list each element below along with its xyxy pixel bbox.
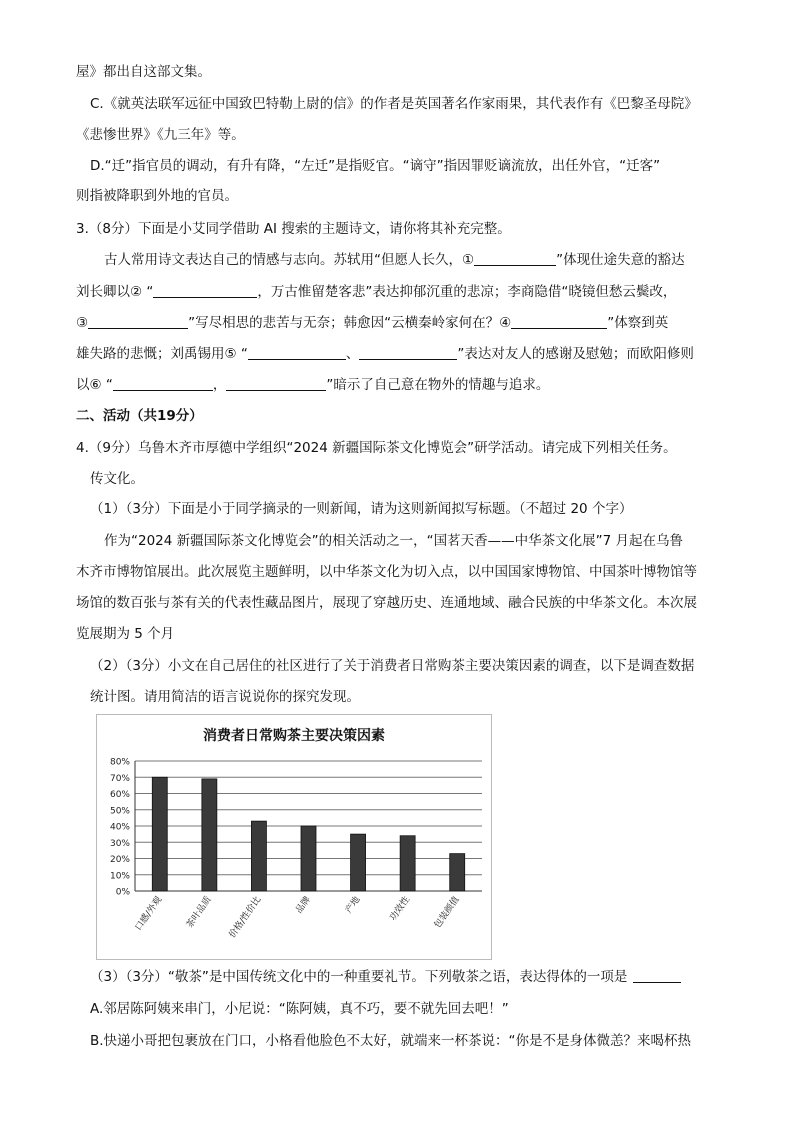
text-line: 屋》都出自这部文集。 [76, 64, 211, 80]
question-4: 4.（9分）乌鲁木齐市厚德中学组织“2024 新疆国际茶文化博览会”研学活动。请完成下列相关任务。 [76, 440, 677, 456]
text-segment: ”写尽相思的悲苦与无奈；韩愈因“云横秦岭家何在？④ [188, 315, 512, 331]
text-segment: 雄失路的悲慨；刘禹锡用⑤ “ [76, 346, 248, 362]
answer-blank-choice[interactable] [633, 968, 681, 983]
answer-blank-1[interactable] [474, 251, 556, 266]
answer-blank-3[interactable] [88, 314, 188, 329]
option-a: A.邻居陈阿姨来串门，小尼说：“陈阿姨，真不巧，要不就先回去吧！” [90, 1001, 509, 1017]
y-tick-label: 0% [115, 887, 130, 898]
text-segment: ， [212, 377, 227, 393]
text-segment: ”表达对友人的感谢及慰勉；而欧阳修则 [457, 346, 694, 362]
x-tick-label: 包装颜值 [432, 894, 462, 931]
answer-blank-4[interactable] [511, 314, 607, 329]
text-segment: ，万古惟留楚客悲”表达抑郁沉重的悲凉；李商隐借“晓镜但愁云鬓改， [257, 284, 677, 300]
option-d-line2: 则指被降职到外地的官员。 [76, 188, 238, 204]
bar [202, 779, 217, 891]
poem-paragraph-line2 [76, 282, 676, 302]
bar [351, 834, 366, 891]
text-segment: ”体察到英 [607, 315, 669, 331]
option-b: B.快递小哥把包裹放在门口，小格看他脸色不太好，就端来一杯茶说：“你是不是身体微恙？来喝杯热 [90, 1033, 692, 1049]
bar [301, 826, 316, 891]
y-tick-label: 20% [109, 855, 130, 865]
text-segment: 、 [345, 346, 360, 362]
poem-paragraph-line1 [104, 250, 685, 270]
x-tick-label: 产地 [344, 894, 363, 916]
answer-blank-6a[interactable] [113, 376, 213, 391]
poem-paragraph-line4 [76, 344, 694, 364]
news-line1: 作为“2024 新疆国际茶文化博览会”的相关活动之一，“国茗天香——中华茶文化展”7 月起在乌鲁 [104, 533, 684, 549]
news-line3: 场馆的数百张与茶有关的代表性藏品图片，展现了穿越历史、连通地域、融合民族的中华茶文化。本次展 [76, 595, 697, 611]
text-segment: ”暗示了自己意在物外的情趣与追求。 [326, 377, 550, 393]
y-tick-label: 60% [109, 790, 130, 800]
y-tick-label: 40% [109, 822, 130, 833]
poem-paragraph-line3 [76, 313, 668, 333]
y-tick-label: 70% [109, 773, 130, 784]
answer-blank-5a[interactable] [248, 345, 346, 360]
question-4-1: （1）（3分）下面是小于同学摘录的一则新闻，请为这则新闻拟写标题。（不超过 20 个字） [90, 501, 633, 517]
y-tick-label: 80% [109, 757, 130, 768]
x-tick-label: 功效性 [388, 894, 413, 923]
x-tick-label: 价格/性价比 [227, 894, 264, 941]
news-line4: 览展期为 5 个月 [76, 626, 175, 642]
question-3: 3.（8分）下面是小艾同学借助 AI 搜索的主题诗文，请你将其补充完整。 [76, 221, 511, 237]
text-segment: ③ [76, 315, 89, 331]
survey-chart [96, 714, 492, 960]
chart-title: 消费者日常购茶主要决策因素 [203, 728, 385, 744]
text-segment: 刘长卿以② “ [76, 284, 154, 300]
x-tick-label: 口感/外观 [133, 894, 165, 933]
question-4-2-line2: 统计图。请用简洁的语言说说你的探究发现。 [90, 689, 360, 705]
news-line2: 木齐市博物馆展出。此次展览主题鲜明，以中华茶文化为切入点，以中国国家博物馆、中国茶叶博物馆等 [76, 564, 697, 580]
text-segment: 以⑥ “ [76, 377, 113, 393]
section-heading: 二、活动（共19分） [76, 408, 203, 424]
bar [400, 836, 415, 891]
option-d-line1: D.“迁”指官员的调动，有升有降，“左迁”是指贬官。“谪守”指因罪贬谪流放，出任外官，“迁客” [90, 158, 661, 174]
bar [152, 777, 167, 891]
y-tick-label: 30% [109, 838, 130, 849]
option-c-line1: C.《就英法联军远征中国致巴特勒上尉的信》的作者是英国著名作家雨果，其代表作有《巴黎圣母院》 [90, 96, 698, 112]
question-4-2-line1: （2）（3分）小文在自己居住的社区进行了关于消费者日常购茶主要决策因素的调查，以下是调查数据 [90, 658, 695, 674]
x-tick-label: 茶叶品质 [184, 894, 214, 931]
question-4-3 [90, 967, 681, 987]
x-tick-label: 品牌 [294, 894, 313, 916]
text-segment: ”体现仕途失意的豁达 [556, 252, 685, 268]
task-subheading: 传文化。 [90, 471, 144, 487]
answer-blank-2[interactable] [153, 283, 257, 298]
option-c-line2: 《悲惨世界》《九三年》等。 [76, 127, 245, 143]
chart-canvas [97, 715, 491, 959]
text-segment: 古人常用诗文表达自己的情感与志向。苏轼用“但愿人长久，① [104, 252, 475, 268]
answer-blank-6b[interactable] [226, 376, 326, 391]
bar [251, 821, 266, 891]
bar [450, 854, 465, 891]
y-tick-label: 50% [109, 806, 130, 817]
poem-paragraph-line5 [76, 375, 549, 395]
answer-blank-5b[interactable] [359, 345, 457, 360]
text-segment: （3）（3分）“敬茶”是中国传统文化中的一种重要礼节。下列敬茶之语，表达得体的一项是 [90, 969, 628, 985]
y-tick-label: 10% [109, 871, 130, 882]
